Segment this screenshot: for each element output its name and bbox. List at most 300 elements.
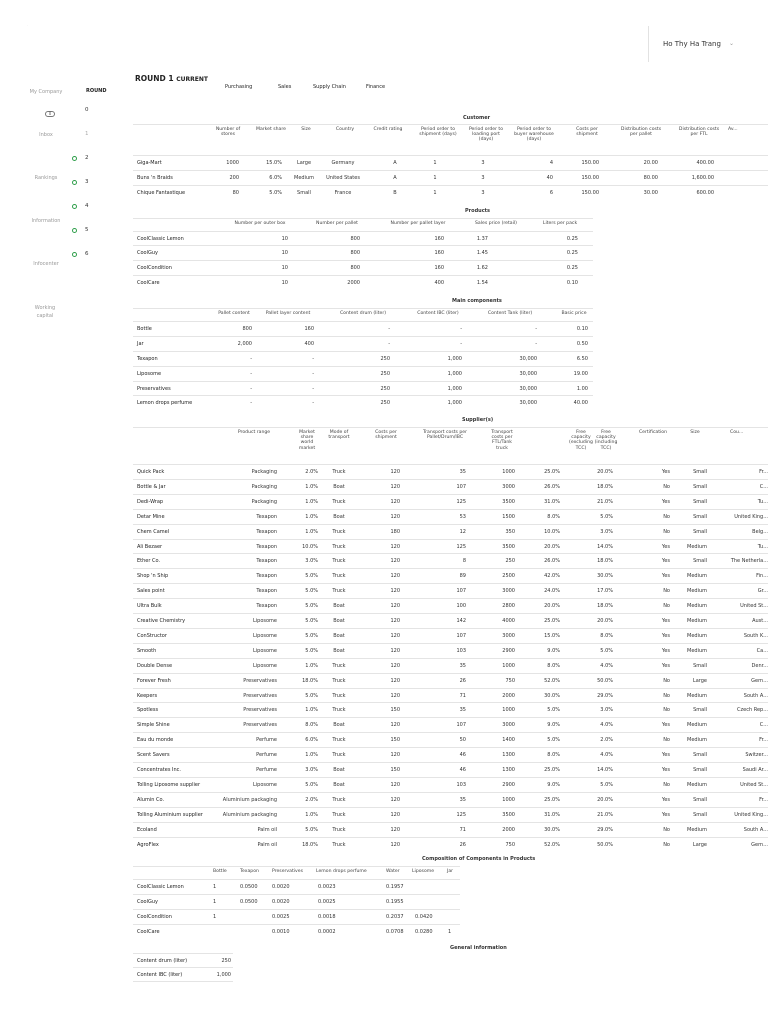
suppliers-cell: 2000	[502, 692, 515, 699]
components-cell: -	[535, 341, 537, 347]
suppliers-cell: 3000	[502, 632, 515, 639]
products-cell: 2000	[347, 280, 360, 286]
row-divider	[133, 792, 768, 793]
suppliers-cell: 35	[459, 796, 466, 803]
suppliers-cell: No	[663, 841, 670, 848]
suppliers-cell: 42.0%	[544, 573, 560, 580]
suppliers-cell: No	[663, 528, 670, 535]
round-header: ROUND	[86, 88, 107, 94]
suppliers-header: Transport costs per FTL/Tank truck	[491, 430, 513, 451]
composition-cell: 0.0280	[415, 929, 433, 935]
suppliers-cell: Small	[693, 811, 707, 818]
suppliers-cell: 10.0%	[544, 528, 560, 535]
products-row-label: CoolCare	[137, 280, 160, 286]
suppliers-cell: Preservatives	[243, 692, 277, 699]
suppliers-cell: Boat	[333, 632, 345, 639]
customer-cell: 150.00	[581, 175, 599, 181]
components-cell: 40.00	[573, 400, 588, 406]
customer-cell: 1000	[226, 160, 239, 166]
suppliers-cell: 350	[505, 528, 515, 535]
customer-cell: 400.00	[696, 160, 714, 166]
row-divider	[133, 688, 768, 689]
row-divider	[133, 351, 593, 352]
inbox-icon[interactable]: 0	[45, 111, 55, 117]
customer-header: Size	[301, 127, 311, 132]
suppliers-cell: Liposome	[252, 781, 277, 788]
suppliers-cell: Small	[693, 558, 707, 565]
suppliers-cell: 150	[390, 707, 400, 714]
suppliers-row-label: Scent Savers	[137, 752, 170, 759]
round-item[interactable]	[70, 203, 110, 211]
suppliers-cell: 4.0%	[600, 662, 613, 669]
row-divider	[133, 308, 593, 309]
suppliers-row-label: Ecoland	[137, 826, 157, 833]
products-cell: 10	[281, 250, 288, 256]
components-cell: 160	[304, 326, 314, 332]
suppliers-cell: South A...	[743, 826, 768, 833]
row-divider	[133, 321, 593, 322]
components-cell: 30,000	[519, 386, 537, 392]
suppliers-row-label: AgroFlex	[137, 841, 159, 848]
suppliers-cell: Liposome	[252, 647, 277, 654]
suppliers-cell: 1500	[502, 513, 515, 520]
components-row-label: Lemon drops perfume	[137, 400, 193, 406]
suppliers-cell: Small	[693, 469, 707, 475]
sidebar-item-infocenter[interactable]	[0, 260, 92, 268]
row-divider	[133, 628, 768, 629]
suppliers-cell: Preservatives	[243, 707, 277, 714]
suppliers-cell: No	[663, 781, 670, 788]
products-cell: 0.25	[566, 250, 578, 256]
row-divider	[133, 539, 768, 540]
suppliers-cell: 18.0%	[597, 483, 613, 490]
suppliers-cell: Liposome	[252, 632, 277, 639]
suppliers-cell: Yes	[661, 632, 670, 639]
suppliers-cell: Boat	[333, 767, 345, 773]
tab-sales[interactable]: Sales	[278, 84, 292, 90]
components-cell: 1,000	[447, 371, 462, 377]
customer-header: Period order to shipment (days)	[419, 127, 457, 138]
composition-cell: 0.1957	[386, 884, 404, 890]
round-item[interactable]	[70, 131, 110, 139]
components-cell: 2,000	[237, 341, 252, 347]
customer-cell: 4	[549, 160, 553, 166]
customer-cell: 150.00	[581, 190, 599, 196]
customer-header: Country	[335, 127, 355, 132]
customer-header: Distribution costs per FTL	[678, 127, 720, 138]
suppliers-cell: 1.0%	[305, 662, 318, 669]
components-cell: 1,000	[447, 386, 462, 392]
row-divider	[133, 381, 593, 382]
suppliers-cell: 35	[459, 662, 466, 669]
customer-cell: 1,600.00	[691, 175, 714, 181]
suppliers-cell: Perfume	[256, 737, 277, 744]
customer-cell: 5.0%	[269, 190, 282, 196]
products-cell: 160	[434, 236, 444, 242]
products-cell: 1.62	[476, 265, 488, 271]
app-mark: ·	[27, 23, 28, 27]
suppliers-cell: Truck	[332, 677, 346, 684]
suppliers-cell: Yes	[661, 662, 670, 669]
components-cell: 800	[242, 326, 252, 332]
suppliers-cell: 9.0%	[547, 781, 560, 788]
suppliers-cell: 1300	[502, 752, 515, 759]
suppliers-cell: Gern...	[751, 841, 768, 848]
round-number: 2	[85, 155, 89, 161]
suppliers-row-label: Bottle & Jar	[137, 483, 166, 490]
row-divider	[133, 909, 460, 910]
suppliers-cell: 5.0%	[305, 573, 318, 580]
suppliers-cell: 120	[390, 826, 400, 833]
row-divider	[133, 981, 233, 982]
customer-cell: 1	[433, 160, 437, 166]
suppliers-cell: Small	[693, 483, 707, 490]
suppliers-cell: 1.0%	[305, 498, 318, 505]
suppliers-cell: 125	[456, 543, 466, 550]
suppliers-cell: Truck	[332, 841, 346, 848]
suppliers-cell: 5.0%	[305, 826, 318, 833]
customer-row-label: Giga-Mart	[137, 160, 162, 166]
suppliers-cell: Truck	[332, 662, 346, 669]
components-header: Content Tank (liter)	[487, 311, 533, 316]
customer-cell: Small	[297, 190, 311, 196]
suppliers-cell: Fr...	[759, 469, 768, 475]
suppliers-cell: Belg...	[752, 528, 768, 535]
suppliers-cell: 25.0%	[544, 469, 560, 475]
suppliers-cell: 3500	[502, 543, 515, 550]
tab-finance[interactable]: Finance	[366, 84, 386, 90]
suppliers-cell: Yes	[661, 767, 670, 773]
components-cell: -	[460, 341, 462, 347]
suppliers-row-label: Concentrates Inc.	[137, 767, 182, 773]
suppliers-cell: 107	[456, 722, 466, 729]
composition-cell: 0.0025	[272, 914, 290, 920]
tab-supply-chain[interactable]: Supply Chain	[313, 84, 346, 90]
suppliers-cell: 20.0%	[597, 796, 613, 803]
row-divider	[133, 524, 768, 525]
products-cell: 0.25	[566, 265, 578, 271]
suppliers-cell: 5.0%	[305, 618, 318, 624]
status-dot-icon	[72, 204, 77, 209]
suppliers-row-label: Simple Shine	[137, 722, 170, 729]
suppliers-cell: South K...	[743, 632, 768, 639]
components-cell: 19.00	[573, 371, 588, 377]
page-subtitle: CURRENT	[176, 76, 208, 83]
round-item[interactable]	[70, 227, 110, 235]
status-dot-icon	[72, 228, 77, 233]
suppliers-row-label: ConStructor	[137, 632, 167, 639]
round-item[interactable]	[70, 155, 110, 163]
chevron-down-icon[interactable]: ⌄	[729, 40, 735, 47]
suppliers-cell: Truck	[332, 796, 346, 803]
suppliers-cell: C...	[759, 483, 768, 490]
suppliers-cell: Medium	[687, 588, 707, 595]
suppliers-cell: Small	[693, 662, 707, 669]
suppliers-cell: 142	[456, 618, 466, 624]
customer-cell: 6	[549, 190, 553, 196]
customer-header: Costs per shipment	[576, 127, 598, 138]
user-name[interactable]: Ho Thy Ha Trang	[663, 40, 721, 48]
components-header: Content IBC (liter)	[417, 311, 459, 316]
suppliers-cell: No	[663, 588, 670, 595]
products-cell: 0.10	[566, 280, 578, 286]
products-cell: 1.54	[476, 280, 488, 286]
suppliers-cell: Truck	[332, 811, 346, 818]
suppliers-cell: Fr...	[759, 796, 768, 803]
customer-cell: 3	[481, 160, 485, 166]
composition-row-label: CoolCondition	[137, 914, 172, 920]
suppliers-cell: 120	[390, 677, 400, 684]
suppliers-cell: United King...	[734, 811, 768, 818]
suppliers-row-label: Tolling Aluminium supplier	[137, 811, 203, 818]
general-row-label: Content IBC (liter)	[137, 972, 183, 978]
suppliers-cell: 52.0%	[544, 677, 560, 684]
round-number: 1	[85, 131, 89, 137]
suppliers-cell: 8.0%	[547, 752, 560, 759]
composition-header: Preservatives	[272, 869, 303, 874]
composition-cell: 0.1955	[386, 899, 404, 905]
suppliers-cell: 125	[456, 811, 466, 818]
suppliers-cell: Perfume	[256, 752, 277, 759]
suppliers-cell: Medium	[687, 603, 707, 610]
row-divider	[133, 879, 460, 880]
suppliers-cell: Gr...	[757, 588, 768, 595]
suppliers-cell: 26.0%	[544, 483, 560, 490]
composition-header: Water	[386, 869, 400, 874]
round-number: 4	[85, 203, 89, 209]
suppliers-header: Costs per shipment	[375, 430, 397, 441]
tab-purchasing[interactable]: Purchasing	[225, 84, 253, 90]
suppliers-cell: Medium	[687, 618, 707, 624]
row-divider	[133, 336, 593, 337]
general-row-label: Content drum (liter)	[137, 958, 188, 964]
suppliers-cell: 120	[390, 513, 400, 520]
suppliers-row-label: Smooth	[137, 647, 157, 654]
suppliers-cell: 120	[390, 662, 400, 669]
round-item[interactable]	[70, 107, 110, 115]
row-divider	[133, 479, 768, 480]
suppliers-cell: Liposome	[252, 662, 277, 669]
suppliers-cell: Truck	[332, 737, 346, 744]
customer-cell: B	[393, 190, 397, 196]
suppliers-cell: 1.0%	[305, 752, 318, 759]
row-divider	[133, 894, 460, 895]
suppliers-cell: South A...	[743, 692, 768, 699]
suppliers-cell: Tu...	[757, 498, 768, 505]
suppliers-cell: 18.0%	[597, 558, 613, 565]
suppliers-header: Market share world market	[298, 430, 316, 451]
suppliers-header: Transport costs per Pallet/Drum/IBC	[422, 430, 468, 441]
row-divider	[133, 777, 768, 778]
round-item[interactable]	[70, 179, 110, 187]
suppliers-cell: 1000	[502, 707, 515, 714]
round-number: 3	[85, 179, 89, 185]
round-item[interactable]	[70, 251, 110, 259]
suppliers-row-label: Creative Chemistry	[137, 618, 186, 624]
suppliers-cell: Packaging	[251, 469, 277, 475]
suppliers-cell: 1300	[502, 767, 515, 773]
row-divider	[133, 185, 768, 186]
suppliers-cell: 29.0%	[597, 826, 613, 833]
composition-cell: 0.0020	[272, 899, 290, 905]
products-cell: 10	[281, 265, 288, 271]
composition-cell: 0.0010	[272, 929, 290, 935]
suppliers-cell: 120	[390, 841, 400, 848]
customer-cell: A	[393, 175, 397, 181]
suppliers-cell: 2.0%	[305, 796, 318, 803]
suppliers-cell: 18.0%	[302, 677, 318, 684]
suppliers-cell: No	[663, 707, 670, 714]
round-number: 0	[85, 107, 89, 113]
composition-cell: 0.2037	[386, 914, 404, 920]
suppliers-cell: Medium	[687, 632, 707, 639]
row-divider	[133, 967, 233, 968]
suppliers-cell: Boat	[333, 647, 345, 654]
sidebar-item-working-capital[interactable]	[0, 304, 90, 320]
suppliers-cell: 1000	[502, 469, 515, 475]
suppliers-cell: Aluminium packaging	[222, 811, 277, 818]
suppliers-cell: Boat	[333, 603, 345, 610]
suppliers-cell: 5.0%	[305, 647, 318, 654]
page-title	[135, 74, 208, 83]
suppliers-cell: 2800	[502, 603, 515, 610]
customer-header: Av...	[728, 127, 738, 132]
suppliers-cell: United St...	[740, 603, 768, 610]
suppliers-cell: Ca...	[756, 647, 768, 654]
products-header: Sales price (retail)	[475, 221, 517, 226]
components-row-label: Jar	[137, 341, 144, 347]
customer-cell: Large	[296, 160, 312, 166]
suppliers-cell: Yes	[661, 558, 670, 565]
suppliers-cell: 5.0%	[600, 647, 613, 654]
row-divider	[133, 953, 233, 954]
suppliers-row-label: Dedi-Wrap	[137, 498, 164, 505]
suppliers-cell: Texapon	[256, 513, 277, 520]
row-divider	[133, 762, 768, 763]
products-cell: 1.37	[476, 236, 488, 242]
suppliers-cell: Denr...	[751, 662, 768, 669]
composition-cell: 0.0002	[318, 929, 336, 935]
row-divider	[133, 807, 768, 808]
components-row-label: Texapon	[137, 356, 158, 362]
composition-cell: 1	[213, 884, 217, 890]
sidebar-item-my-company[interactable]	[0, 88, 92, 96]
suppliers-cell: Yes	[661, 469, 670, 475]
composition-cell	[448, 884, 458, 891]
products-header: Number per outer box	[234, 221, 286, 226]
suppliers-cell: 1.0%	[305, 707, 318, 714]
suppliers-cell: 107	[456, 588, 466, 595]
suppliers-cell: Czech Rep...	[737, 707, 768, 714]
customer-cell: 1	[433, 190, 437, 196]
suppliers-cell: Texapon	[256, 543, 277, 550]
suppliers-cell: Texapon	[256, 558, 277, 565]
suppliers-cell: Liposome	[252, 618, 277, 624]
row-divider	[133, 658, 768, 659]
suppliers-cell: 71	[459, 692, 466, 699]
suppliers-cell: 103	[456, 647, 466, 654]
suppliers-cell: 52.0%	[544, 841, 560, 848]
suppliers-cell: Perfume	[256, 767, 277, 773]
suppliers-cell: 3000	[502, 588, 515, 595]
row-divider	[133, 245, 593, 246]
composition-cell	[415, 884, 439, 891]
customer-cell: 600.00	[696, 190, 714, 196]
general-cell: 250	[221, 958, 231, 964]
suppliers-row-label: Quick Pack	[137, 469, 165, 475]
suppliers-cell: 25.0%	[544, 767, 560, 773]
products-cell: 400	[434, 280, 444, 286]
suppliers-cell: Aust...	[752, 618, 768, 624]
suppliers-row-label: Forever Fresh	[137, 677, 171, 684]
components-row-label: Liposome	[137, 371, 162, 377]
products-cell: 800	[350, 250, 360, 256]
suppliers-cell: 8	[462, 558, 466, 565]
row-divider	[133, 124, 768, 125]
products-row-label: CoolClassic Lemon	[137, 236, 184, 242]
suppliers-cell: 20.0%	[544, 603, 560, 610]
row-divider	[133, 155, 768, 156]
row-divider	[133, 170, 768, 171]
components-cell: 6.50	[576, 356, 588, 362]
suppliers-cell: Large	[692, 841, 707, 848]
suppliers-cell: 2500	[502, 573, 515, 580]
suppliers-cell: 3.0%	[600, 707, 613, 714]
composition-cell: 0.0708	[386, 929, 404, 935]
row-divider	[133, 732, 768, 733]
round-number: 5	[85, 227, 89, 233]
suppliers-cell: Small	[693, 528, 707, 535]
suppliers-cell: Small	[693, 752, 707, 759]
products-cell: 1.45	[476, 250, 488, 256]
suppliers-cell: 35	[459, 469, 466, 475]
components-cell: 400	[304, 341, 314, 347]
composition-cell: 0.0025	[318, 899, 336, 905]
suppliers-cell: 26	[459, 677, 466, 684]
row-divider	[133, 837, 768, 838]
suppliers-cell: Small	[693, 707, 707, 714]
suppliers-cell: Texapon	[256, 603, 277, 610]
general-title: General information	[450, 945, 507, 951]
suppliers-cell: 20.0%	[597, 618, 613, 624]
row-divider	[133, 275, 593, 276]
suppliers-cell: 9.0%	[547, 722, 560, 729]
components-cell: 30,000	[519, 356, 537, 362]
suppliers-cell: 107	[456, 632, 466, 639]
sidebar-item-information[interactable]	[0, 217, 92, 225]
components-cell: 250	[380, 386, 390, 392]
sidebar-item-label: Infocenter	[33, 261, 59, 267]
customer-cell: 80.00	[643, 175, 658, 181]
row-divider	[133, 822, 768, 823]
suppliers-cell: Palm oil	[257, 841, 277, 848]
suppliers-cell: 5.0%	[305, 632, 318, 639]
suppliers-cell: 30.0%	[544, 692, 560, 699]
suppliers-row-label: Ether Co.	[137, 558, 161, 565]
suppliers-row-label: Spotless	[137, 707, 159, 714]
composition-cell	[240, 929, 268, 936]
suppliers-cell: 120	[390, 498, 400, 505]
suppliers-row-label: Tolling Liposome supplier	[137, 781, 201, 788]
suppliers-cell: Aluminium packaging	[222, 796, 277, 803]
suppliers-cell: 120	[390, 483, 400, 490]
suppliers-cell: 53	[459, 513, 466, 520]
components-header: Pallet content	[218, 311, 250, 316]
components-cell: -	[250, 386, 252, 392]
customer-cell: 15.0%	[266, 160, 282, 166]
suppliers-cell: 8.0%	[547, 662, 560, 669]
suppliers-cell: Texapon	[256, 528, 277, 535]
